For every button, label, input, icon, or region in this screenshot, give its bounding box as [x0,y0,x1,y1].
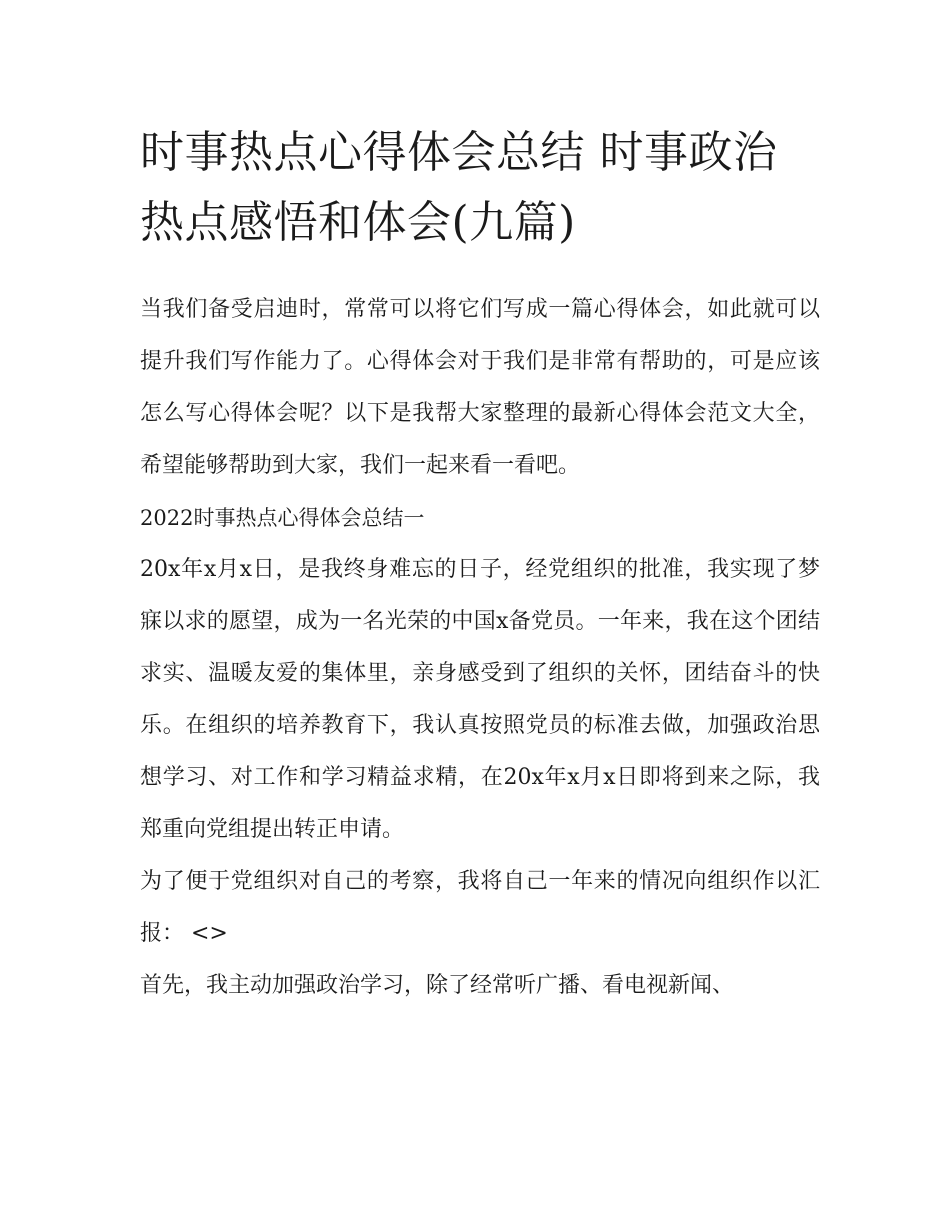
body-paragraph-3: 首先，我主动加强政治学习，除了经常听广播、看电视新闻、 [140,973,735,998]
document-title: 时事热点心得体会总结 时事政治热点感悟和体会(九篇) [140,127,778,248]
section-heading: 2022时事热点心得体会总结一 [140,506,425,530]
body-paragraph-1: 20x年x月x日，是我终身难忘的日子，经党组织的批准，我实现了梦寐以求的愿望，成为一名光荣的中国x备党员。一年来，我在这个团结求实、温暖友爱的集体里，亲身感受到了组织的关怀，团结奋斗的快乐。在组织的培养教育下，我认真按照党员的标准去做，加强政治思想学习、对工作和学习精益求精，在20x年x月x日即将到来之际，我郑重向党组提出转正申请。 [140,557,820,842]
intro-paragraph: 当我们备受启迪时，常常可以将它们写成一篇心得体会，如此就可以提升我们写作能力了。心得体会对于我们是非常有帮助的，可是应该怎么写心得体会呢？以下是我帮大家整理的最新心得体会范文大全，希望能够帮助到大家，我们一起来看一看吧。 [140,297,820,478]
document-page [140,118,820,1012]
body-paragraph-2: 为了便于党组织对自己的考察，我将自己一年来的情况向组织作以汇报： <> [140,869,820,946]
